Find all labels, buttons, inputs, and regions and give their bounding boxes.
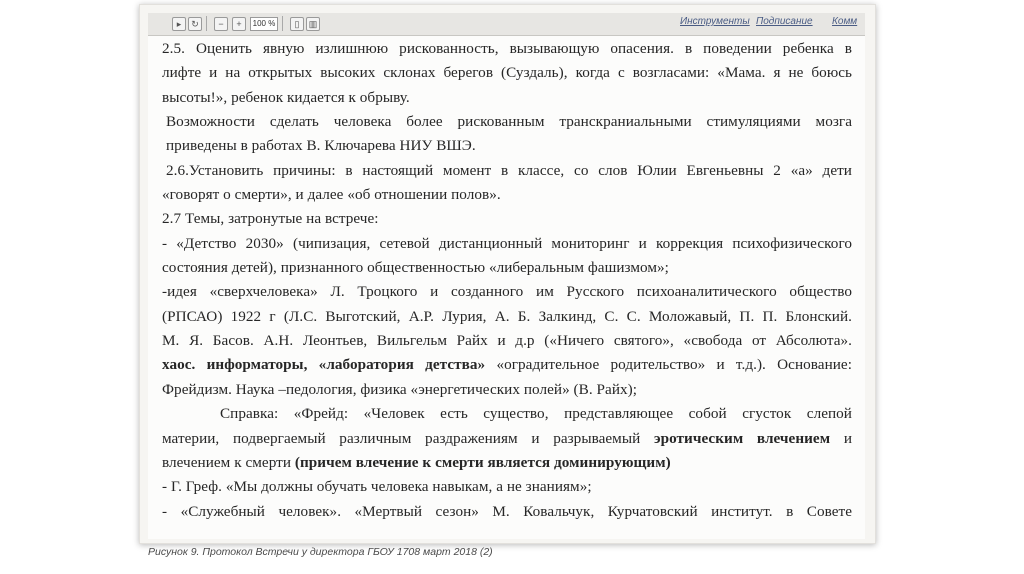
text-line <box>162 451 852 475</box>
text-line: -идея «сверхчеловека» Л. Троцкого и созданного им Русского психоаналитического общество <box>162 283 852 301</box>
text-line: состояния детей), признанного общественностью «либеральным фашизмом»; <box>162 259 669 277</box>
text-line: (РПСАО) 1922 г (Л.С. Выготский, А.Р. Лурия, А. Б. Залкинд, С. С. Моложавый, П. П. Блонский. <box>162 307 852 325</box>
text-fragment: влечением к смерти <box>162 453 292 471</box>
text-line: Возможности сделать человека более рискованным транскраниальными стимуляциями мозга <box>166 113 852 131</box>
text-line: - «Служебный человек». «Мертвый сезон» М. Ковальчук, Курчатовский институт. в Совете <box>162 502 852 520</box>
text-line: «говорят о смерти», и далее «об отношении полов». <box>162 186 501 204</box>
document-frame <box>139 4 876 544</box>
text-line: приведены в работах В. Ключарева НИУ ВШЭ. <box>166 137 476 155</box>
comment-menu-link[interactable]: Комм <box>832 16 858 27</box>
text-line: - «Детство 2030» (чипизация, сетевой дистанционный мониторинг и коррекция психофизического <box>162 234 852 252</box>
text-line: 2.6.Установить причины: в настоящий момент в классе, со слов Юлии Евгеньевны 2 «а» дети <box>166 161 852 179</box>
toolbar-divider <box>206 16 207 31</box>
scanned-page <box>148 13 865 539</box>
page-view-icon[interactable]: ▯ <box>290 17 304 31</box>
text-line <box>162 353 852 377</box>
text-line: высоты!», ребенок кидается к обрыву. <box>162 88 410 106</box>
two-page-view-icon[interactable]: ▥ <box>306 17 320 31</box>
text-line: - Г. Греф. «Мы должны обучать человека навыкам, а не знаниям»; <box>162 478 592 496</box>
text-line: лифте и на открытых высоких склонах берегов (Суздаль), когда с возгласами: «Мама. я не боюсь <box>162 64 852 82</box>
text-line: Фрейдизм. Наука –педология, физика «энергетических полей» (В. Райх); <box>162 380 638 398</box>
sign-menu-link[interactable]: Подписание <box>756 16 813 27</box>
bold-text: «лаборатория детства» <box>318 356 486 374</box>
text-fragment: материи, подвергаемый различным раздражениям и разрываемый <box>162 429 641 447</box>
rotate-icon[interactable]: ↻ <box>188 17 202 31</box>
document-text <box>162 37 852 524</box>
text-line <box>162 427 852 451</box>
zoom-out-icon[interactable]: − <box>214 17 228 31</box>
zoom-in-icon[interactable]: + <box>232 17 246 31</box>
text-fragment: и <box>843 429 852 447</box>
tools-menu-link[interactable]: Инструменты <box>680 16 750 27</box>
bold-text: (причем влечение к смерти является доминирующим) <box>294 453 671 471</box>
toolbar-divider <box>282 16 283 31</box>
text-line: Справка: «Фрейд: «Человек есть существо, представляющее собой сгусток слепой <box>220 405 852 423</box>
text-line: М. Я. Басов. А.Н. Леонтьев, Вильгельм Райх и д.р («Ничего святого», «свобода от Абсолюта». <box>162 332 852 350</box>
text-line: 2.5. Оценить явную излишнюю рискованность, вызывающую опасения. в поведении ребенка в <box>162 40 852 57</box>
section-heading: 2.7 Темы, затронутые на встрече: <box>162 210 379 228</box>
bold-text: эротическим влечением <box>653 429 831 447</box>
select-tool-icon[interactable]: ▸ <box>172 17 186 31</box>
pdf-toolbar <box>148 13 865 36</box>
bold-text: хаос. информаторы, <box>162 356 308 374</box>
text-fragment: «оградительное родительство» и т.д.). Основание: <box>496 356 852 374</box>
figure-caption: Рисунок 9. Протокол Встречи у директора ГБОУ 1708 март 2018 (2) <box>148 546 493 558</box>
zoom-level-field[interactable]: 100 % <box>250 17 278 31</box>
